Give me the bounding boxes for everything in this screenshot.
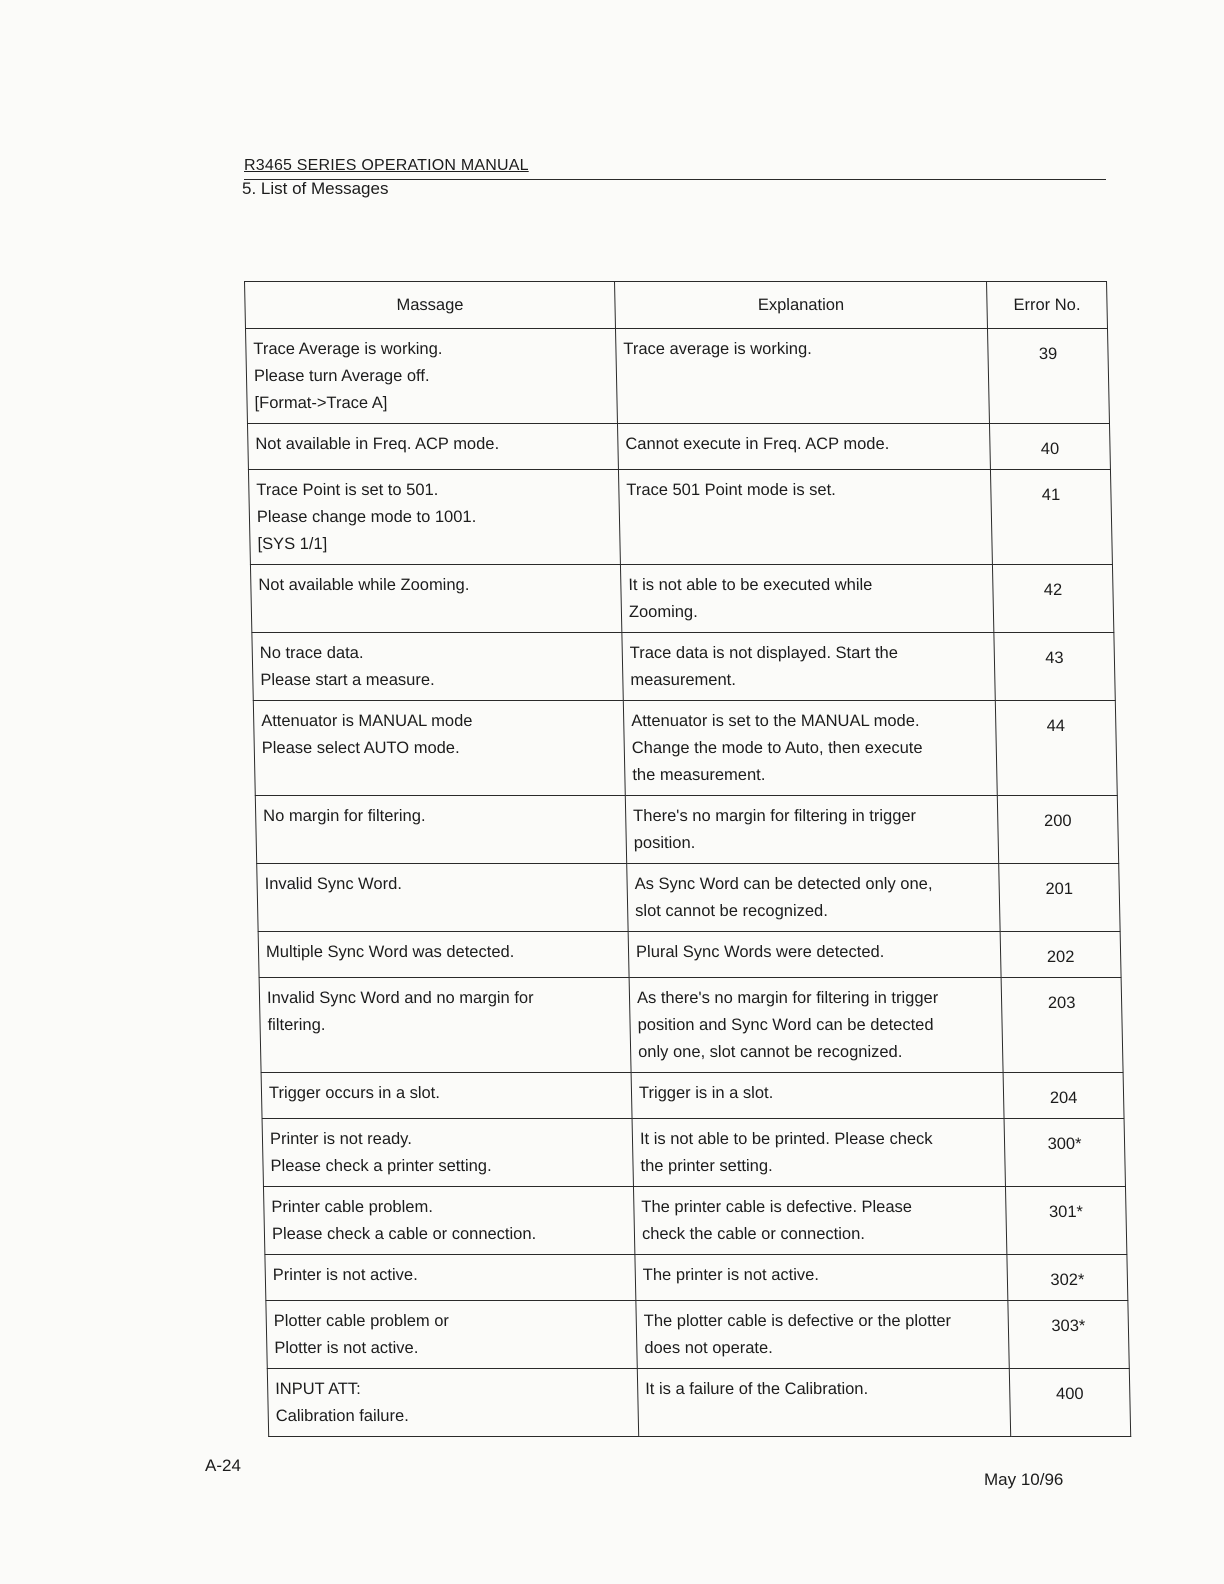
message-cell-line: filtering. (267, 1016, 326, 1034)
explanation-cell (620, 565, 993, 633)
explanation-cell-line: Attenuator is set to the MANUAL mode. (631, 712, 920, 730)
explanation-cell (627, 864, 1000, 932)
section-title: 5. List of Messages (242, 179, 389, 198)
explanation-cell (625, 796, 998, 864)
message-cell-line: Printer cable problem. (271, 1198, 434, 1216)
message-cell-line: INPUT ATT: (275, 1380, 361, 1398)
manual-title: R3465 SERIES OPERATION MANUAL (244, 157, 529, 174)
message-cell (258, 932, 629, 978)
message-cell (259, 978, 631, 1073)
explanation-cell (632, 1119, 1005, 1187)
explanation-cell (629, 978, 1003, 1073)
error-number-cell: 200 (997, 796, 1118, 864)
explanation-cell-line: Trace 501 Point mode is set. (626, 481, 836, 499)
explanation-cell-line: the measurement. (632, 766, 766, 784)
message-cell-line: No trace data. (259, 644, 364, 662)
table-row (262, 1119, 1125, 1187)
message-cell (245, 329, 617, 424)
error-number-cell: 203 (1001, 978, 1123, 1073)
message-cell-line: [Format->Trace A] (254, 394, 388, 412)
message-cell-line: Trace Average is working. (253, 340, 443, 358)
error-number-cell: 202 (1000, 932, 1121, 978)
table-row (258, 932, 1121, 978)
message-cell (252, 633, 623, 701)
explanation-cell (622, 633, 995, 701)
message-cell-line: Invalid Sync Word and no margin for (266, 989, 534, 1007)
explanation-cell-line: The plotter cable is defective or the plotter (643, 1312, 952, 1330)
table-row (248, 470, 1112, 565)
message-cell (262, 1119, 633, 1187)
message-cell-line: Multiple Sync Word was detected. (265, 943, 515, 961)
revision-date: May 10/96 (984, 1470, 1064, 1489)
explanation-cell (631, 1073, 1004, 1119)
column-header-error-no: Error No. (987, 282, 1108, 329)
explanation-cell (617, 424, 990, 470)
explanation-cell-line: measurement. (630, 671, 737, 689)
explanation-cell-line: Trigger is in a slot. (638, 1084, 774, 1102)
explanation-cell-line: slot cannot be recognized. (635, 902, 829, 920)
table-row (263, 1187, 1126, 1255)
table-row (265, 1255, 1128, 1301)
explanation-cell-line: Cannot execute in Freq. ACP mode. (625, 435, 890, 453)
error-number-cell: 40 (989, 424, 1110, 470)
message-cell-line: [SYS 1/1] (257, 535, 328, 553)
explanation-cell-line: The printer is not active. (642, 1266, 820, 1284)
message-cell (253, 701, 625, 796)
message-cell-line: Printer is not active. (272, 1266, 418, 1284)
message-cell (257, 864, 628, 932)
error-number-cell: 41 (990, 470, 1112, 565)
explanation-cell-line: There's no margin for filtering in trigger (633, 807, 917, 825)
message-cell (248, 470, 620, 565)
explanation-cell-line: Plural Sync Words were detected. (635, 943, 885, 961)
table-row (245, 329, 1109, 424)
table-row (259, 978, 1123, 1073)
explanation-cell-line: It is not able to be executed while (628, 576, 873, 594)
explanation-cell-line: only one, slot cannot be recognized. (637, 1043, 903, 1061)
error-number-cell: 300* (1004, 1119, 1125, 1187)
message-cell-line: Printer is not ready. (269, 1130, 413, 1148)
error-number-cell: 201 (999, 864, 1120, 932)
explanation-cell-line: As there's no margin for filtering in trigger (636, 989, 939, 1007)
message-cell-line: Not available while Zooming. (258, 576, 470, 594)
message-cell-line: Attenuator is MANUAL mode (261, 712, 473, 730)
message-cell-line: Trigger occurs in a slot. (268, 1084, 441, 1102)
table-header-row (245, 282, 1108, 329)
table-row (253, 701, 1117, 796)
table-row (267, 1369, 1130, 1437)
table-row (257, 864, 1120, 932)
explanation-cell-line: The printer cable is defective. Please (641, 1198, 913, 1216)
message-cell (265, 1255, 636, 1301)
explanation-cell-line: Change the mode to Auto, then execute (631, 739, 923, 757)
explanation-cell-line: Zooming. (628, 603, 698, 621)
message-cell-line: Plotter cable problem or (273, 1312, 450, 1330)
message-cell-line: Not available in Freq. ACP mode. (255, 435, 500, 453)
message-cell (263, 1187, 634, 1255)
error-number-cell: 303* (1008, 1301, 1129, 1369)
table-row (250, 565, 1113, 633)
message-cell (255, 796, 626, 864)
table-row (252, 633, 1115, 701)
explanation-cell-line: As Sync Word can be detected only one, (634, 875, 933, 893)
explanation-cell (628, 932, 1001, 978)
explanation-cell-line: Trace data is not displayed. Start the (629, 644, 899, 662)
message-cell-line: Please start a measure. (260, 671, 435, 689)
table-row (255, 796, 1118, 864)
explanation-cell (637, 1369, 1010, 1437)
message-cell (250, 565, 621, 633)
message-cell-line: Calibration failure. (275, 1407, 409, 1425)
message-cell-line: Plotter is not active. (274, 1339, 419, 1357)
explanation-cell-line: It is not able to be printed. Please check (639, 1130, 933, 1148)
explanation-cell (615, 329, 989, 424)
explanation-cell-line: It is a failure of the Calibration. (645, 1380, 869, 1398)
error-number-cell: 39 (987, 329, 1109, 424)
explanation-cell (635, 1255, 1008, 1301)
message-cell (266, 1301, 637, 1369)
explanation-cell-line: check the cable or connection. (641, 1225, 866, 1243)
error-number-cell: 204 (1003, 1073, 1124, 1119)
table-row (247, 424, 1110, 470)
explanation-cell-line: the printer setting. (640, 1157, 773, 1175)
error-number-cell: 43 (994, 633, 1115, 701)
column-header-explanation: Explanation (615, 282, 988, 329)
message-cell (261, 1073, 632, 1119)
explanation-cell-line: Trace average is working. (623, 340, 812, 358)
message-cell-line: Please check a cable or connection. (271, 1225, 537, 1243)
error-number-cell: 42 (992, 565, 1113, 633)
table-row (266, 1301, 1129, 1369)
page-number: A-24 (205, 1456, 241, 1475)
explanation-cell (618, 470, 992, 565)
message-cell-line: Please select AUTO mode. (261, 739, 460, 757)
explanation-cell (623, 701, 997, 796)
message-cell-line: Please check a printer setting. (270, 1157, 492, 1175)
messages-table (244, 281, 1131, 1437)
message-cell-line: Trace Point is set to 501. (256, 481, 439, 499)
explanation-cell-line: position and Sync Word can be detected (637, 1016, 934, 1034)
message-cell-line: Please change mode to 1001. (256, 508, 477, 526)
table-body (245, 329, 1130, 1437)
table-row (261, 1073, 1124, 1119)
message-cell (267, 1369, 638, 1437)
error-number-cell: 400 (1009, 1369, 1130, 1437)
message-cell (247, 424, 618, 470)
explanation-cell-line: does not operate. (644, 1339, 773, 1357)
error-number-cell: 44 (995, 701, 1117, 796)
error-number-cell: 302* (1007, 1255, 1128, 1301)
explanation-cell-line: position. (633, 834, 696, 852)
column-header-message: Massage (245, 282, 616, 329)
error-number-cell: 301* (1005, 1187, 1126, 1255)
explanation-cell (636, 1301, 1009, 1369)
message-cell-line: No margin for filtering. (263, 807, 426, 825)
message-cell-line: Please turn Average off. (253, 367, 430, 385)
message-cell-line: Invalid Sync Word. (264, 875, 403, 893)
explanation-cell (633, 1187, 1006, 1255)
